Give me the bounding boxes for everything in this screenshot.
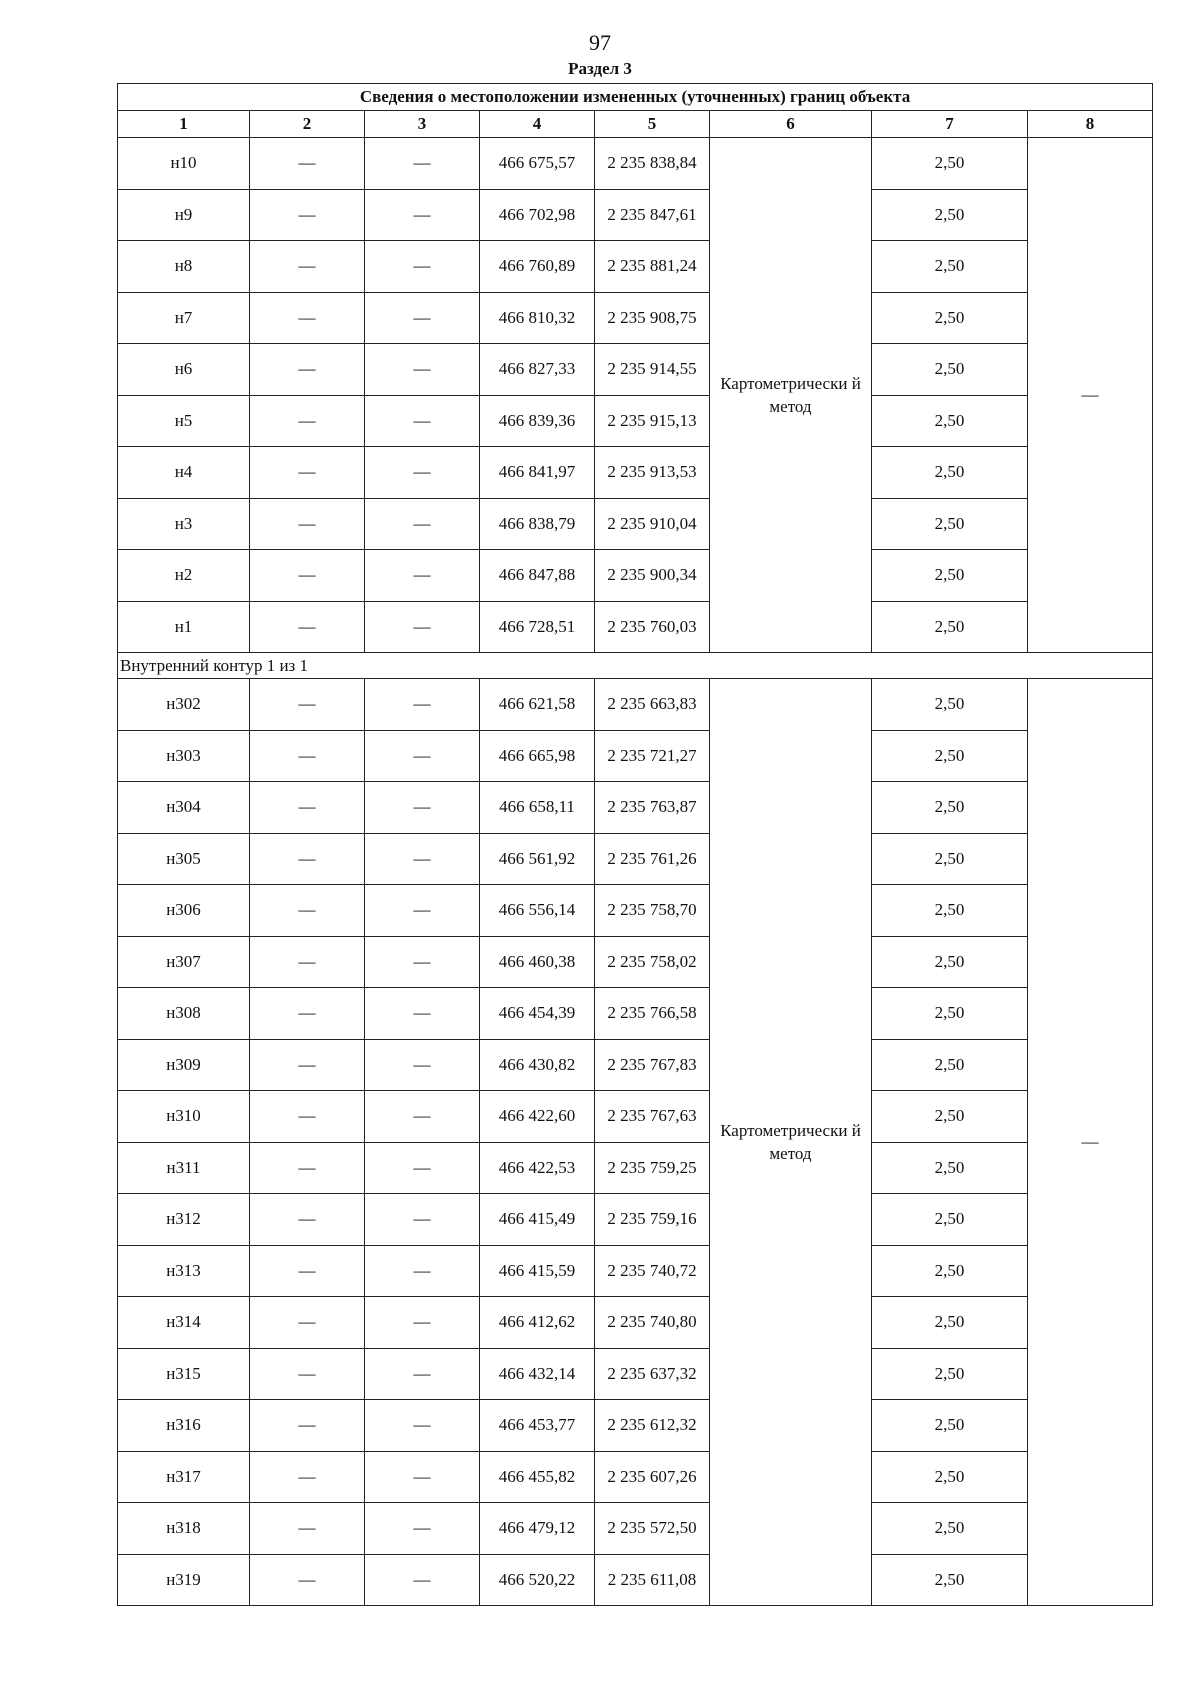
- table-row: [118, 1451, 1153, 1503]
- point-name-cell: н315: [118, 1348, 250, 1400]
- accuracy-cell: 2,50: [872, 241, 1028, 293]
- table-row: [118, 1039, 1153, 1091]
- dash-cell: —: [250, 1194, 365, 1246]
- dash-cell: —: [250, 833, 365, 885]
- dash-cell: —: [365, 679, 480, 731]
- x-coordinate-cell: 466 847,88: [480, 550, 595, 602]
- column-header: 5: [595, 111, 710, 138]
- accuracy-cell: 2,50: [872, 730, 1028, 782]
- dash-cell: —: [250, 498, 365, 550]
- x-coordinate-cell: 466 422,53: [480, 1142, 595, 1194]
- accuracy-cell: 2,50: [872, 833, 1028, 885]
- dash-cell: —: [365, 138, 480, 190]
- y-coordinate-cell: 2 235 572,50: [595, 1503, 710, 1555]
- accuracy-cell: 2,50: [872, 447, 1028, 499]
- table-row: [118, 550, 1153, 602]
- page-number: 97: [589, 30, 611, 55]
- x-coordinate-cell: 466 520,22: [480, 1554, 595, 1606]
- dash-cell: —: [250, 601, 365, 653]
- accuracy-cell: 2,50: [872, 936, 1028, 988]
- y-coordinate-cell: 2 235 767,63: [595, 1091, 710, 1143]
- table-row: [118, 1142, 1153, 1194]
- dash-cell: —: [365, 1297, 480, 1349]
- dash-cell: —: [250, 1297, 365, 1349]
- dash-cell: —: [250, 1142, 365, 1194]
- dash-cell: —: [250, 988, 365, 1040]
- table-row: [118, 936, 1153, 988]
- point-name-cell: н316: [118, 1400, 250, 1452]
- method-cell: Картометрически й метод: [710, 138, 872, 653]
- point-name-cell: н3: [118, 498, 250, 550]
- dash-cell: —: [250, 1245, 365, 1297]
- y-coordinate-cell: 2 235 607,26: [595, 1451, 710, 1503]
- dash-cell: —: [250, 447, 365, 499]
- dash-cell: —: [365, 1451, 480, 1503]
- dash-cell: —: [365, 1039, 480, 1091]
- point-name-cell: н310: [118, 1091, 250, 1143]
- x-coordinate-cell: 466 460,38: [480, 936, 595, 988]
- column-header: 3: [365, 111, 480, 138]
- dash-cell: —: [365, 1194, 480, 1246]
- y-coordinate-cell: 2 235 913,53: [595, 447, 710, 499]
- table-row: [118, 1348, 1153, 1400]
- y-coordinate-cell: 2 235 881,24: [595, 241, 710, 293]
- dash-cell: —: [365, 1091, 480, 1143]
- table-row: [118, 833, 1153, 885]
- y-coordinate-cell: 2 235 767,83: [595, 1039, 710, 1091]
- x-coordinate-cell: 466 415,59: [480, 1245, 595, 1297]
- x-coordinate-cell: 466 412,62: [480, 1297, 595, 1349]
- point-name-cell: н309: [118, 1039, 250, 1091]
- point-name-cell: н304: [118, 782, 250, 834]
- table-row: [118, 730, 1153, 782]
- x-coordinate-cell: 466 430,82: [480, 1039, 595, 1091]
- dash-cell: —: [365, 344, 480, 396]
- x-coordinate-cell: 466 453,77: [480, 1400, 595, 1452]
- y-coordinate-cell: 2 235 766,58: [595, 988, 710, 1040]
- dash-cell: —: [365, 498, 480, 550]
- table-row: [118, 782, 1153, 834]
- dash-cell: —: [250, 885, 365, 937]
- point-name-cell: н9: [118, 189, 250, 241]
- x-coordinate-cell: 466 841,97: [480, 447, 595, 499]
- dash-cell: —: [365, 1503, 480, 1555]
- point-name-cell: н308: [118, 988, 250, 1040]
- dash-cell: —: [365, 189, 480, 241]
- table-row: [118, 344, 1153, 396]
- accuracy-cell: 2,50: [872, 1503, 1028, 1555]
- column-header: 8: [1028, 111, 1153, 138]
- dash-cell: —: [250, 1091, 365, 1143]
- accuracy-cell: 2,50: [872, 550, 1028, 602]
- table-row: [118, 1554, 1153, 1606]
- dash-cell: —: [365, 782, 480, 834]
- x-coordinate-cell: 466 422,60: [480, 1091, 595, 1143]
- y-coordinate-cell: 2 235 612,32: [595, 1400, 710, 1452]
- dash-cell: —: [250, 782, 365, 834]
- y-coordinate-cell: 2 235 847,61: [595, 189, 710, 241]
- dash-cell: —: [365, 1142, 480, 1194]
- accuracy-cell: 2,50: [872, 601, 1028, 653]
- point-name-cell: н4: [118, 447, 250, 499]
- x-coordinate-cell: 466 621,58: [480, 679, 595, 731]
- section-title: Раздел 3: [568, 59, 632, 78]
- y-coordinate-cell: 2 235 611,08: [595, 1554, 710, 1606]
- table-row: [118, 1503, 1153, 1555]
- y-coordinate-cell: 2 235 915,13: [595, 395, 710, 447]
- x-coordinate-cell: 466 455,82: [480, 1451, 595, 1503]
- x-coordinate-cell: 466 561,92: [480, 833, 595, 885]
- column-8-cell: —: [1028, 679, 1153, 1606]
- y-coordinate-cell: 2 235 759,16: [595, 1194, 710, 1246]
- y-coordinate-cell: 2 235 740,72: [595, 1245, 710, 1297]
- accuracy-cell: 2,50: [872, 1091, 1028, 1143]
- point-name-cell: н311: [118, 1142, 250, 1194]
- table-row: [118, 498, 1153, 550]
- accuracy-cell: 2,50: [872, 138, 1028, 190]
- point-name-cell: н8: [118, 241, 250, 293]
- table-title-row: [118, 84, 1153, 111]
- y-coordinate-cell: 2 235 758,02: [595, 936, 710, 988]
- table-title: Сведения о местоположении измененных (уточненных) границ объекта: [118, 84, 1153, 111]
- x-coordinate-cell: 466 760,89: [480, 241, 595, 293]
- dash-cell: —: [365, 730, 480, 782]
- dash-cell: —: [250, 1400, 365, 1452]
- x-coordinate-cell: 466 839,36: [480, 395, 595, 447]
- point-name-cell: н7: [118, 292, 250, 344]
- table-row: [118, 601, 1153, 653]
- accuracy-cell: 2,50: [872, 344, 1028, 396]
- dash-cell: —: [250, 1503, 365, 1555]
- x-coordinate-cell: 466 675,57: [480, 138, 595, 190]
- table-row: [118, 189, 1153, 241]
- accuracy-cell: 2,50: [872, 1245, 1028, 1297]
- table-row: [118, 1245, 1153, 1297]
- column-header: 7: [872, 111, 1028, 138]
- table-row: [118, 1400, 1153, 1452]
- x-coordinate-cell: 466 810,32: [480, 292, 595, 344]
- accuracy-cell: 2,50: [872, 679, 1028, 731]
- y-coordinate-cell: 2 235 838,84: [595, 138, 710, 190]
- accuracy-cell: 2,50: [872, 1194, 1028, 1246]
- x-coordinate-cell: 466 556,14: [480, 885, 595, 937]
- dash-cell: —: [365, 241, 480, 293]
- column-header: 2: [250, 111, 365, 138]
- point-name-cell: н306: [118, 885, 250, 937]
- x-coordinate-cell: 466 479,12: [480, 1503, 595, 1555]
- dash-cell: —: [365, 833, 480, 885]
- accuracy-cell: 2,50: [872, 292, 1028, 344]
- y-coordinate-cell: 2 235 910,04: [595, 498, 710, 550]
- dash-cell: —: [250, 395, 365, 447]
- y-coordinate-cell: 2 235 908,75: [595, 292, 710, 344]
- x-coordinate-cell: 466 432,14: [480, 1348, 595, 1400]
- dash-cell: —: [365, 1245, 480, 1297]
- dash-cell: —: [365, 292, 480, 344]
- y-coordinate-cell: 2 235 663,83: [595, 679, 710, 731]
- dash-cell: —: [365, 988, 480, 1040]
- dash-cell: —: [250, 241, 365, 293]
- table-row: [118, 241, 1153, 293]
- dash-cell: —: [250, 679, 365, 731]
- contour-label-row: [118, 653, 1153, 679]
- accuracy-cell: 2,50: [872, 1554, 1028, 1606]
- x-coordinate-cell: 466 728,51: [480, 601, 595, 653]
- table-row: [118, 138, 1153, 190]
- x-coordinate-cell: 466 665,98: [480, 730, 595, 782]
- accuracy-cell: 2,50: [872, 498, 1028, 550]
- table-row: [118, 395, 1153, 447]
- point-name-cell: н6: [118, 344, 250, 396]
- dash-cell: —: [365, 936, 480, 988]
- point-name-cell: н305: [118, 833, 250, 885]
- dash-cell: —: [250, 292, 365, 344]
- accuracy-cell: 2,50: [872, 988, 1028, 1040]
- y-coordinate-cell: 2 235 763,87: [595, 782, 710, 834]
- point-name-cell: н303: [118, 730, 250, 782]
- dash-cell: —: [365, 550, 480, 602]
- y-coordinate-cell: 2 235 721,27: [595, 730, 710, 782]
- x-coordinate-cell: 466 454,39: [480, 988, 595, 1040]
- point-name-cell: н314: [118, 1297, 250, 1349]
- table-row: [118, 1194, 1153, 1246]
- dash-cell: —: [250, 344, 365, 396]
- y-coordinate-cell: 2 235 740,80: [595, 1297, 710, 1349]
- accuracy-cell: 2,50: [872, 782, 1028, 834]
- method-cell: Картометрически й метод: [710, 679, 872, 1606]
- accuracy-cell: 2,50: [872, 1348, 1028, 1400]
- dash-cell: —: [365, 885, 480, 937]
- dash-cell: —: [365, 1554, 480, 1606]
- coordinates-table: [117, 83, 1153, 1606]
- x-coordinate-cell: 466 827,33: [480, 344, 595, 396]
- point-name-cell: н319: [118, 1554, 250, 1606]
- dash-cell: —: [250, 550, 365, 602]
- dash-cell: —: [250, 936, 365, 988]
- column-header: 1: [118, 111, 250, 138]
- accuracy-cell: 2,50: [872, 1039, 1028, 1091]
- column-header: 6: [710, 111, 872, 138]
- accuracy-cell: 2,50: [872, 1400, 1028, 1452]
- point-name-cell: н317: [118, 1451, 250, 1503]
- point-name-cell: н1: [118, 601, 250, 653]
- accuracy-cell: 2,50: [872, 395, 1028, 447]
- point-name-cell: н313: [118, 1245, 250, 1297]
- table-row: [118, 292, 1153, 344]
- dash-cell: —: [250, 1039, 365, 1091]
- y-coordinate-cell: 2 235 637,32: [595, 1348, 710, 1400]
- table-row: [118, 679, 1153, 731]
- point-name-cell: н10: [118, 138, 250, 190]
- x-coordinate-cell: 466 658,11: [480, 782, 595, 834]
- x-coordinate-cell: 466 415,49: [480, 1194, 595, 1246]
- point-name-cell: н302: [118, 679, 250, 731]
- y-coordinate-cell: 2 235 914,55: [595, 344, 710, 396]
- point-name-cell: н2: [118, 550, 250, 602]
- dash-cell: —: [365, 1348, 480, 1400]
- dash-cell: —: [250, 1554, 365, 1606]
- accuracy-cell: 2,50: [872, 1451, 1028, 1503]
- dash-cell: —: [365, 395, 480, 447]
- accuracy-cell: 2,50: [872, 1142, 1028, 1194]
- point-name-cell: н318: [118, 1503, 250, 1555]
- dash-cell: —: [365, 601, 480, 653]
- dash-cell: —: [250, 1451, 365, 1503]
- accuracy-cell: 2,50: [872, 885, 1028, 937]
- y-coordinate-cell: 2 235 900,34: [595, 550, 710, 602]
- contour-label: Внутренний контур 1 из 1: [118, 653, 1153, 679]
- point-name-cell: н312: [118, 1194, 250, 1246]
- y-coordinate-cell: 2 235 759,25: [595, 1142, 710, 1194]
- table-row: [118, 1297, 1153, 1349]
- table-row: [118, 1091, 1153, 1143]
- table-row: [118, 988, 1153, 1040]
- accuracy-cell: 2,50: [872, 189, 1028, 241]
- column-header-row: [118, 111, 1153, 138]
- point-name-cell: н307: [118, 936, 250, 988]
- column-8-cell: —: [1028, 138, 1153, 653]
- point-name-cell: н5: [118, 395, 250, 447]
- x-coordinate-cell: 466 838,79: [480, 498, 595, 550]
- dash-cell: —: [250, 1348, 365, 1400]
- y-coordinate-cell: 2 235 761,26: [595, 833, 710, 885]
- column-header: 4: [480, 111, 595, 138]
- accuracy-cell: 2,50: [872, 1297, 1028, 1349]
- y-coordinate-cell: 2 235 758,70: [595, 885, 710, 937]
- y-coordinate-cell: 2 235 760,03: [595, 601, 710, 653]
- dash-cell: —: [365, 447, 480, 499]
- x-coordinate-cell: 466 702,98: [480, 189, 595, 241]
- dash-cell: —: [365, 1400, 480, 1452]
- dash-cell: —: [250, 138, 365, 190]
- table-row: [118, 885, 1153, 937]
- dash-cell: —: [250, 189, 365, 241]
- table-row: [118, 447, 1153, 499]
- dash-cell: —: [250, 730, 365, 782]
